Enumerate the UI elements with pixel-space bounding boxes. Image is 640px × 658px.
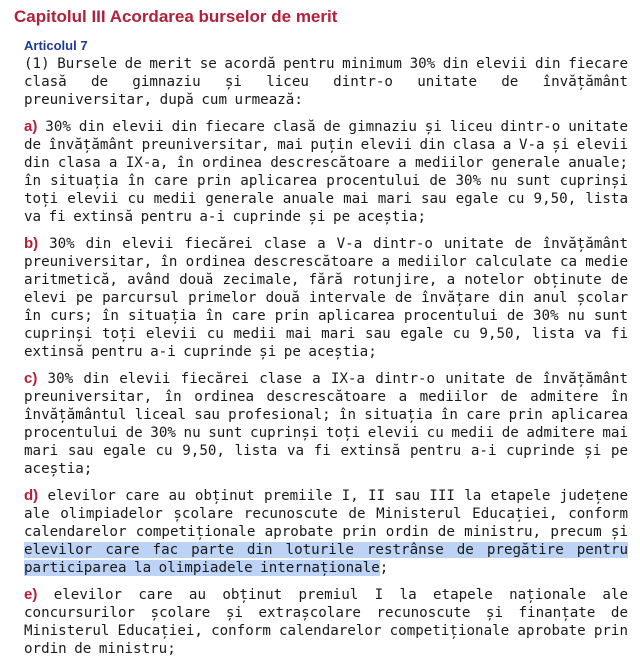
list-item-a [24,118,628,226]
item-text: elevilor care au obținut premiile I, II sau III la etapele județene ale olimpiadelor școlare recunoscute de Ministerul Educației, conform calendarelor competiționale aprobate prin ordin de ministru, precum și [24,488,628,540]
item-letter: c) [24,370,38,387]
item-text: elevilor care au obținut premiul I la etapele naționale ale concursurilor școlare și extrașcolare recunoscute și finanțate de Ministerul Educației, conform calendarelor competiționale aprobate prin ordin de ministru; [24,587,628,657]
item-letter: a) [24,118,38,135]
list-item-e [24,586,628,658]
list-item-c [24,370,628,478]
item-text: 30% din elevii fiecărei clase a V-a dintr-o unitate de învățământ preuniversitar, în ordinea descrescătoare a mediilor calculate ca medie aritmetică, având două zecimale, fără rotunjire, a notelor obținute de elevi pe parcursul primelor două intervale de învățare din anul școlar în curs; în situația în care prin aplicarea procentului de 30% nu sunt cuprinși toți elevii cu medii mai mari sau egale cu 9,50, lista va fi extinsă pentru a-i cuprinde și pe aceștia; [24,236,628,360]
article-intro: (1) Bursele de merit se acordă pentru minimum 30% din elevii din fiecare clasă de gimnaziu și liceu dintr-o unitate de învățământ preuniversitar, după cum urmează: [24,56,628,108]
item-letter: b) [24,235,39,252]
item-letter: e) [24,586,38,603]
list-item-d [24,487,628,577]
item-letter: d) [24,487,39,504]
article-title: Articolul 7 [24,38,88,53]
item-text: 30% din elevii fiecărei clase a IX-a dintr-o unitate de învățământ preuniversitar, în ordinea descrescătoare a mediilor de admitere în învățământul liceal sau profesional; în situația în care prin aplicarea procentului de 30% nu sunt cuprinși toți elevii cu medii de admitere mai mari sau egale cu 9,50, lista va fi extinsă pentru a-i cuprinde și pe aceștia; [24,371,628,477]
list-item-b [24,235,628,361]
item-text-tail: ; [379,560,389,576]
selected-text-highlight[interactable]: elevilor care fac parte din loturile restrânse de pregătire pentru participarea la olimpiadele internaționale [24,542,628,576]
item-text: 30% din elevii din fiecare clasă de gimnaziu și liceu dintr-o unitate de învățământ preuniversitar, mai puțin elevii din clasa a V-a și elevii din clasa a IX-a, în ordinea descrescătoare a mediilor generale anuale; în situația în care prin aplicarea procentului de 30% nu sunt cuprinși toți elevii cu medii generale anuale mai mari sau egale cu 9,50, lista va fi extinsă pentru a-i cuprinde și pe aceștia; [24,119,628,225]
chapter-title: Capitolul III Acordarea burselor de merit [14,7,338,26]
